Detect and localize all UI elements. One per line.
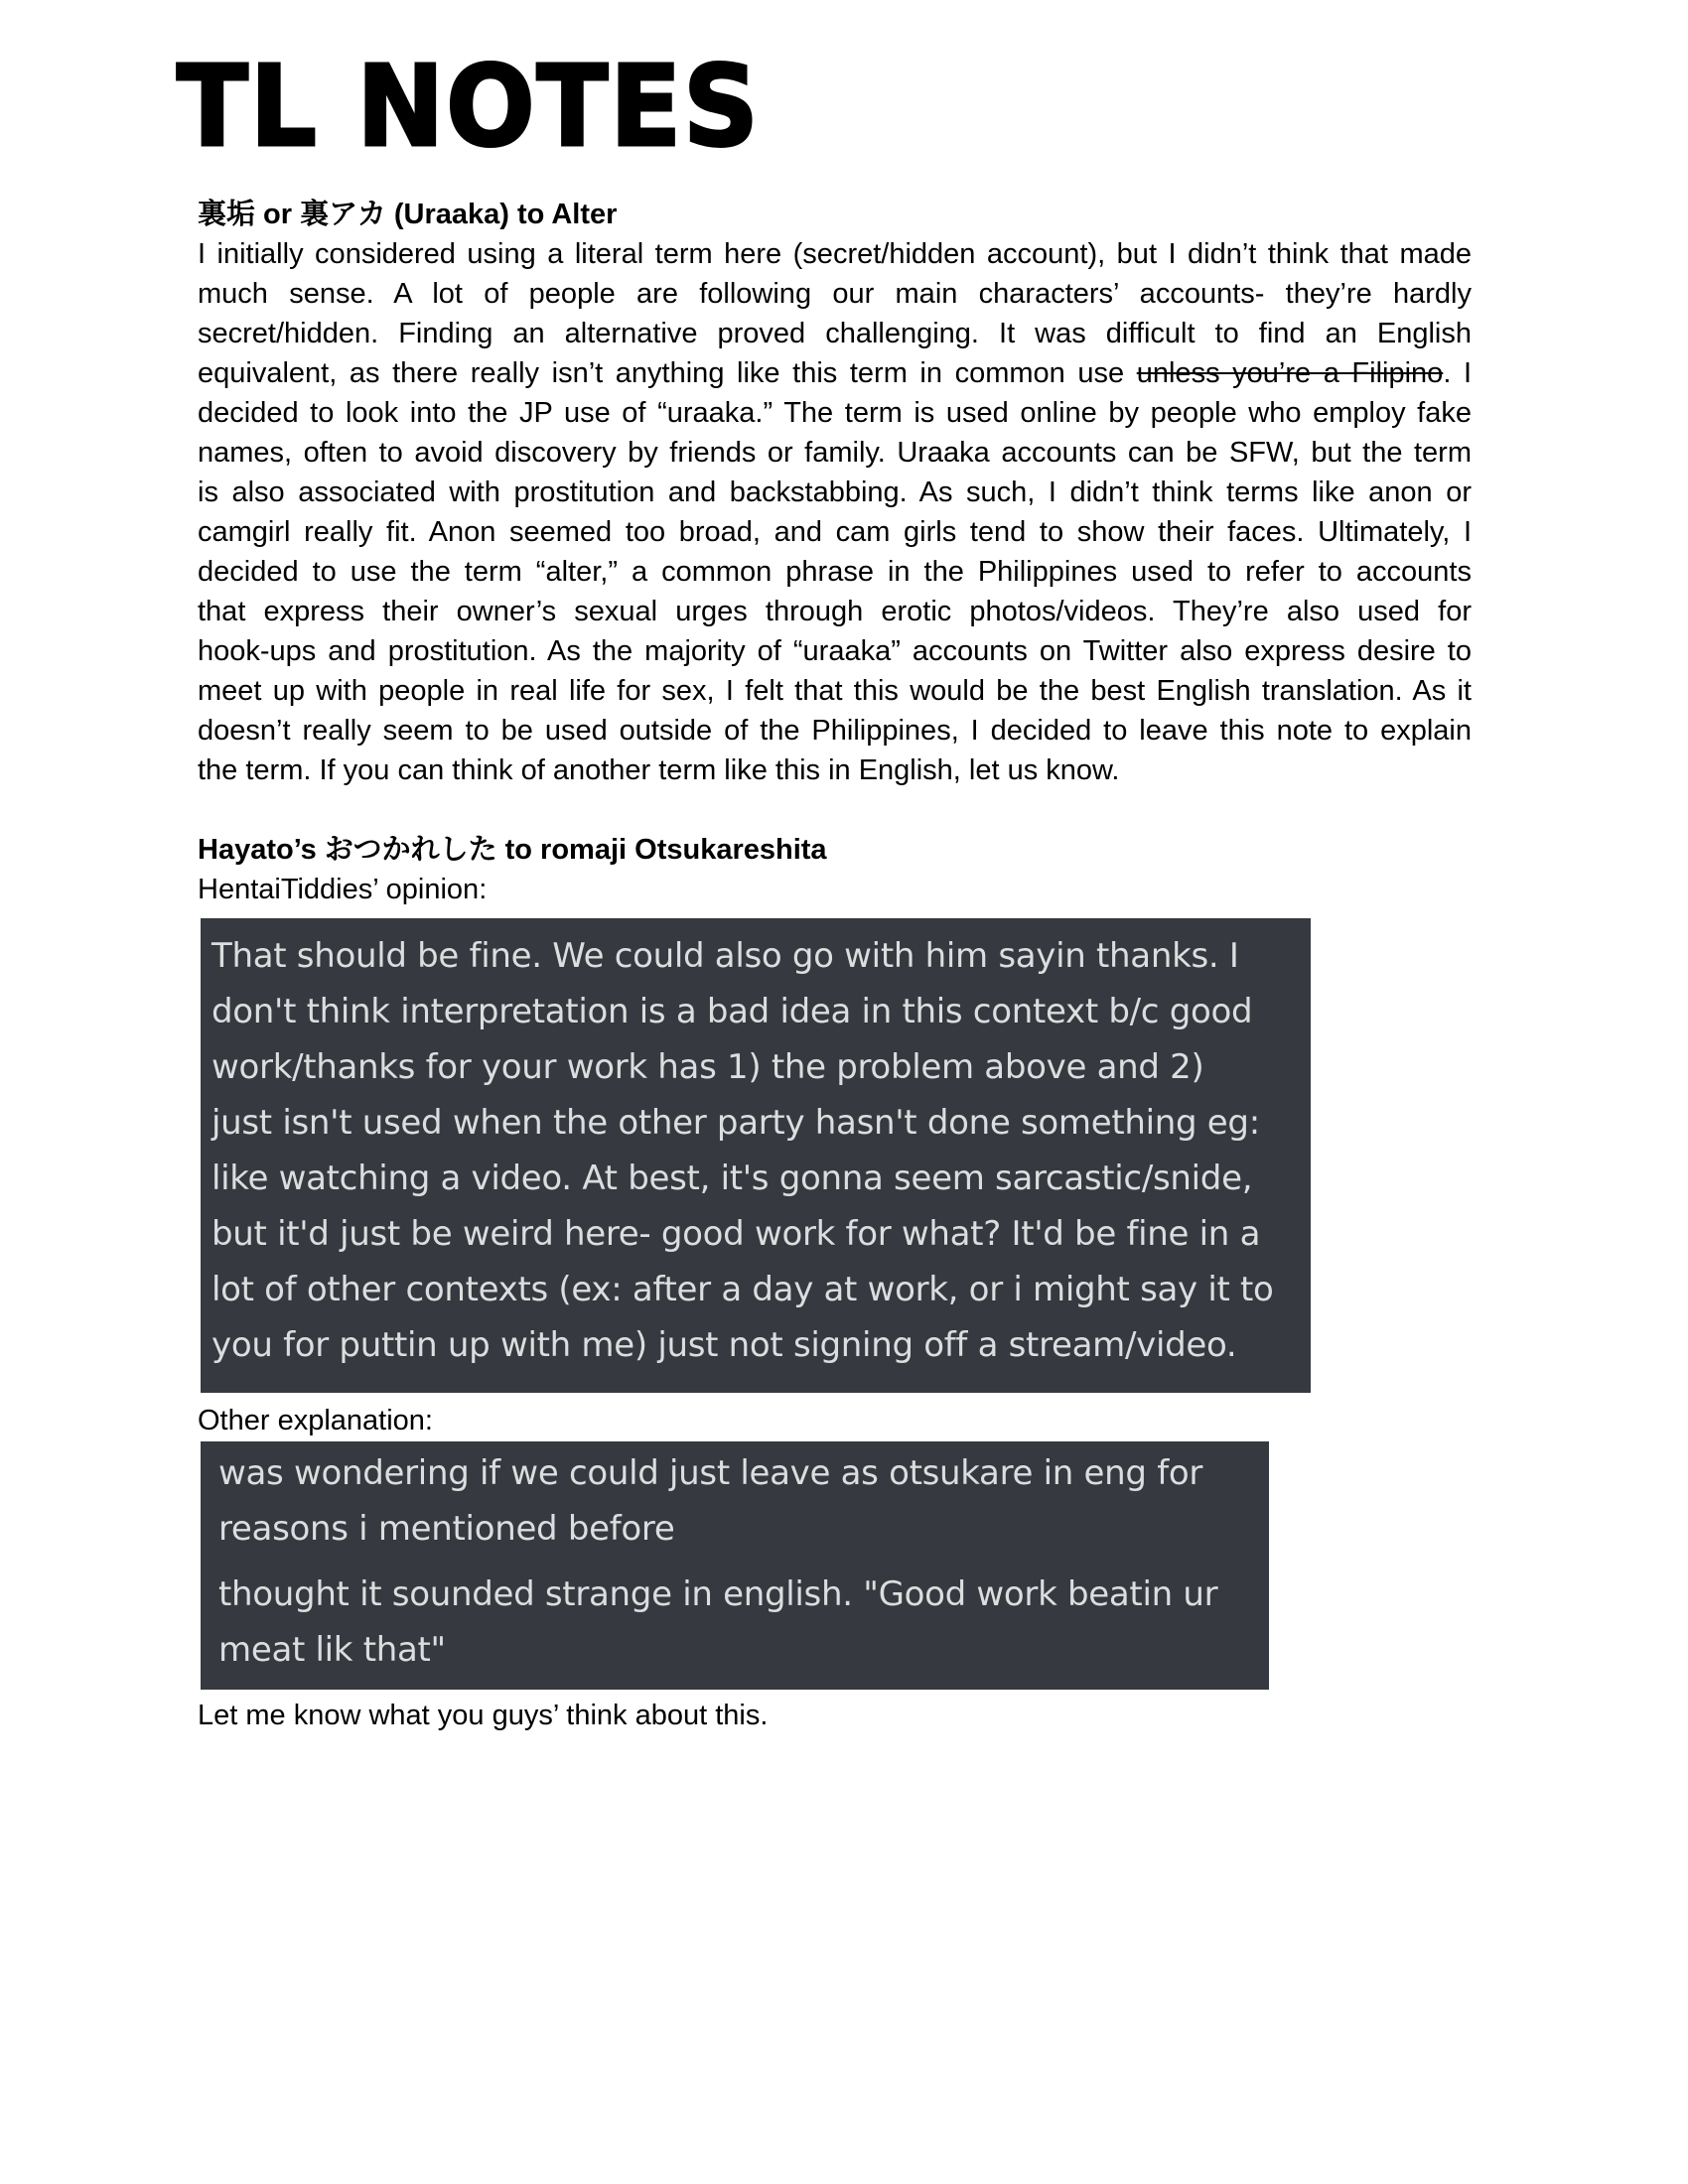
paragraph-line: meet up with people in real life for sex, I felt that this would be the best English translation. As it xyxy=(198,675,1472,707)
chat-line: was wondering if we could just leave as otsukare in eng for xyxy=(218,1453,1203,1493)
uraaka-explanation xyxy=(198,234,1472,790)
closing-line: Let me know what you guys’ think about this. xyxy=(198,1700,769,1731)
paragraph-line: hook-ups and prostitution. As the majority of “uraaka” accounts on Twitter also express desire to xyxy=(198,635,1472,667)
chat-line: work/thanks for your work has 1) the problem above and 2) xyxy=(211,1047,1204,1087)
paragraph-line: that express their owner’s sexual urges through erotic photos/videos. They’re also used for xyxy=(198,596,1472,627)
paragraph-line: doesn’t really seem to be used outside of the Philippines, I decided to leave this note to explain xyxy=(198,715,1472,747)
chat-line: lot of other contexts (ex: after a day at work, or i might say it to xyxy=(211,1270,1274,1309)
chat-line: thought it sounded strange in english. "Good work beatin ur xyxy=(218,1574,1218,1614)
line-text: equivalent, as there really isn’t anything like this term in common use xyxy=(198,357,1125,389)
chat-line: That should be fine. We could also go with him sayin thanks. I xyxy=(211,936,1239,976)
chat-line: meat lik that" xyxy=(218,1630,446,1670)
paragraph-line: is also associated with prostitution and backstabbing. As such, I didn’t think terms like anon or xyxy=(198,477,1472,508)
paragraph-line: secret/hidden. Finding an alternative proved challenging. It was difficult to find an English xyxy=(198,318,1472,349)
notes-content xyxy=(198,195,1472,1735)
spacer xyxy=(198,790,1472,830)
chat-screenshot-other xyxy=(201,1441,1269,1690)
paragraph-line: much sense. A lot of people are following our main characters’ accounts- they’re hardly xyxy=(198,278,1472,310)
paragraph-line: I initially considered using a literal term here (secret/hidden account), but I didn’t think that made xyxy=(198,238,1472,270)
paragraph-line: decided to look into the JP use of “uraaka.” The term is used online by people who employ fake xyxy=(198,397,1472,429)
section-heading-otsukareshita: Hayato’s おつかれした to romaji Otsukareshita xyxy=(198,834,827,866)
chat-line: you for puttin up with me) just not signing off a stream/video. xyxy=(211,1325,1237,1365)
chat-line: but it'd just be weird here- good work for what? It'd be fine in a xyxy=(211,1214,1261,1254)
paragraph-line xyxy=(198,353,1472,393)
section-heading-uraaka: 裏垢 or 裏アカ (Uraaka) to Alter xyxy=(198,199,618,230)
paragraph-line: the term. If you can think of another term like this in English, let us know. xyxy=(198,754,1120,786)
chat-screenshot-opinion xyxy=(201,918,1311,1393)
struck-out-text: unless you’re a Filipino xyxy=(1136,357,1444,389)
page-title: TL NOTES xyxy=(177,43,761,172)
paragraph-line: camgirl really fit. Anon seemed too broad, and cam girls tend to show their faces. Ultimately, I xyxy=(198,516,1472,548)
paragraph-line: names, often to avoid discovery by friends or family. Uraaka accounts can be SFW, but the term xyxy=(198,437,1472,469)
other-explanation-label: Other explanation: xyxy=(198,1405,433,1436)
chat-line: just isn't used when the other party hasn't done something eg: xyxy=(211,1103,1260,1143)
chat-line: don't think interpretation is a bad idea in this context b/c good xyxy=(211,992,1253,1031)
message-gap xyxy=(218,1557,1259,1567)
chat-line: like watching a video. At best, it's gonna seem sarcastic/snide, xyxy=(211,1159,1253,1198)
chat-line: reasons i mentioned before xyxy=(218,1509,675,1549)
opinion-label: HentaiTiddies’ opinion: xyxy=(198,874,488,905)
paragraph-line: decided to use the term “alter,” a common phrase in the Philippines used to refer to accounts xyxy=(198,556,1472,588)
line-text: . I xyxy=(1443,357,1473,389)
